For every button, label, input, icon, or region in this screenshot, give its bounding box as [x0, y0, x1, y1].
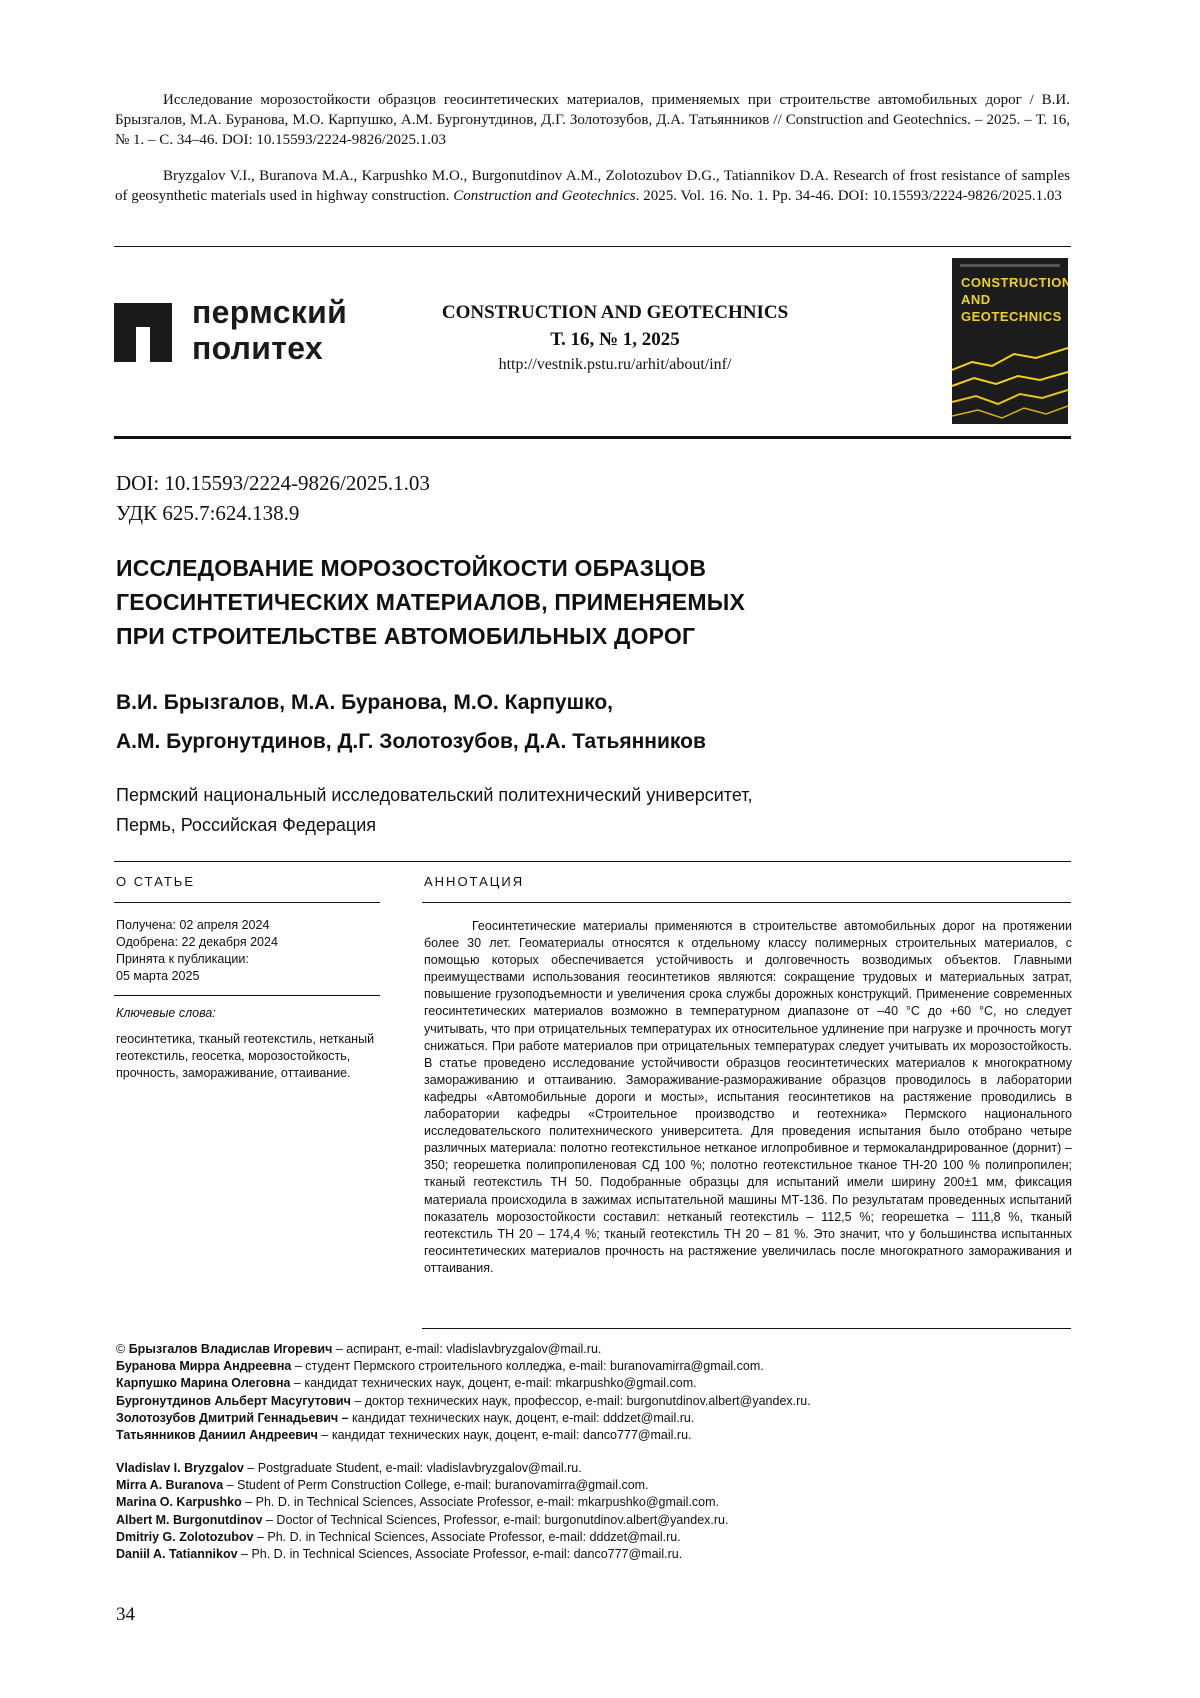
- contact-ru-1: Буранова Мирра Андреевна – студент Пермского строительного колледжа, e-mail: buranovamirra@gmail.com.: [116, 1358, 811, 1375]
- contact-ru-2: Карпушко Марина Олеговна – кандидат технических наук, доцент, e-mail: mkarpushko@gmail.com.: [116, 1375, 811, 1392]
- contact-en-5: Daniil A. Tatiannikov – Ph. D. in Technical Sciences, Associate Professor, e-mail: danco777@mail.ru.: [116, 1546, 728, 1563]
- contact-ru-3: Бургонутдинов Альберт Масугутович – доктор технических наук, профессор, e-mail: burgonutdinov.albert@yandex.ru.: [116, 1393, 811, 1410]
- cover-wave-lines-icon: [952, 258, 1068, 424]
- citation-en-suffix: . 2025. Vol. 16. No. 1. Pp. 34-46. DOI: 10.15593/2224-9826/2025.1.03: [636, 188, 1062, 204]
- udc: УДК 625.7:624.138.9: [116, 498, 430, 528]
- citation-en-prefix: Bryzgalov V.I., Buranova M.A., Karpushko M.O., Burgonutdinov A.M., Zolotozubov D.G., Tatiannikov D.A. Research of frost resistance of samples of geosynthetic materials used in highway construction.: [115, 168, 1070, 204]
- affiliation: Пермский национальный исследовательский политехнический университет, Пермь, Российская Федерация: [116, 780, 752, 840]
- journal-url[interactable]: http://vestnik.pstu.ru/arhit/about/inf/: [380, 353, 850, 377]
- page-number: 34: [116, 1604, 135, 1626]
- journal-cover-image: [952, 258, 1068, 424]
- top-divider: [114, 246, 1071, 247]
- citation-en: [115, 166, 1070, 206]
- citation-en-journal: Construction and Geotechnics: [453, 188, 635, 204]
- contact-en-2: Marina O. Karpushko – Ph. D. in Technical Sciences, Associate Professor, e-mail: mkarpushko@gmail.com.: [116, 1494, 728, 1511]
- journal-info: [380, 299, 850, 377]
- contact-en-1: Mirra A. Buranova – Student of Perm Construction College, e-mail: buranovamirra@gmail.com.: [116, 1477, 728, 1494]
- received-date: Получена: 02 апреля 2024: [116, 917, 278, 934]
- article-dates: [116, 917, 278, 985]
- perm-polytech-logo-icon: [114, 303, 172, 362]
- logo-wordmark: [192, 294, 347, 366]
- abstract-text: Геосинтетические материалы применяются в строительстве автомобильных дорог на протяжении более 30 лет. Геоматериалы относятся к отдельному классу полимерных строительных материалов, с помощью которых обеспечивается устойчивость и долговечность возводимых объектов. Главными преимуществами использования геосинтетиков являются: сокращение трудовых и материальных затрат, повышение грузоподъемности и увеличения срока службы дорожных конструкций. Применение современных геосинтетических материалов возможно в температурном диапазоне от –40 °С до +60 °С, но следует учитывать, что при отрицательных температурах их относительное удлинение при нагрузке и прочность могут снижаться. При работе материалов при отрицательных температурах следует учитывать их морозостойкость. В статье проведено исследование устойчивости образцов геосинтетических материалов к многократному замораживанию и оттаиванию. Замораживание-размораживание образцов проводилось в лаборатории кафедры «Автомобильные дороги и мосты», испытания геосинтетиков на растяжение проводились в лаборатории кафедры «Строительное производство и геотехника» Пермского национального исследовательского политехнического университета. Для проведения испытания было отобрано четыре различных материала: полотно геотекстильное нетканое иглопробивное и термокаландрированное (дорнит) – 350; георешетка полипропиленовая СД 100 %; полотно геотекстильное тканое ТН-20 100 % полипропилен; тканый геотекстиль ТН 50. Подобранные образцы для испытаний имели ширину 200±1 мм, фиксация материала происходила в зажимах испытательной машины МТ-136. По результатам проведенных испытаний показатель морозостойкости составил: нетканый геотекстиль – 112,5 %; георешетка – 111,8 %, тканый геотекстиль ТН 20 – 174,4 %; тканый геотекстиль ТН 20 – 81 %. Это значит, что у большинства испытанных геосинтетических материалов прочность на растяжение увеличилась после многократного замораживания и оттаивания.: [424, 918, 1072, 1277]
- contact-ru-5: Татьянников Даниил Андреевич – кандидат технических наук, доцент, e-mail: danco777@mail.ru.: [116, 1427, 811, 1444]
- abstract-heading: АННОТАЦИЯ: [424, 874, 524, 889]
- accepted-date: 05 марта 2025: [116, 968, 278, 985]
- article-info-rule: [114, 902, 380, 903]
- cover-title: CONSTRUCTION AND GEOTECHNICS: [961, 274, 1068, 325]
- contact-ru-4: Золотозубов Дмитрий Геннадьевич – кандидат технических наук, доцент, e-mail: dddzet@mail.ru.: [116, 1410, 811, 1427]
- citation-block: [115, 90, 1070, 222]
- keywords: геосинтетика, тканый геотекстиль, нетканый геотекстиль, геосетка, морозостойкость, прочность, замораживание, оттаивание.: [116, 1031, 376, 1082]
- doi: DOI: 10.15593/2224-9826/2025.1.03: [116, 468, 430, 498]
- abstract: [424, 918, 1072, 1277]
- contacts-en: [116, 1460, 728, 1563]
- article-title: ИССЛЕДОВАНИЕ МОРОЗОСТОЙКОСТИ ОБРАЗЦОВ ГЕОСИНТЕТИЧЕСКИХ МАТЕРИАЛОВ, ПРИМЕНЯЕМЫХ ПРИ СТРОИТЕЛЬСТВЕ АВТОМОБИЛЬНЫХ ДОРОГ: [116, 551, 745, 653]
- keywords-rule: [114, 995, 380, 996]
- citation-ru: Исследование морозостойкости образцов геосинтетических материалов, применяемых при строительстве автомобильных дорог / В.И. Брызгалов, М.А. Буранова, М.О. Карпушко, А.М. Бургонутдинов, Д.Г. Золотозубов, Д.А. Татьянников // Construction and Geotechnics. – 2025. – Т. 16, № 1. – С. 34–46. DOI: 10.15593/2224-9826/2025.1.03: [115, 90, 1070, 150]
- logo-line-2: политех: [192, 330, 347, 366]
- approved-date: Одобрена: 22 декабря 2024: [116, 934, 278, 951]
- contact-en-3: Albert M. Burgonutdinov – Doctor of Technical Sciences, Professor, e-mail: burgonutdinov.albert@yandex.ru.: [116, 1512, 728, 1529]
- article-info-heading: О СТАТЬЕ: [116, 874, 195, 889]
- authors: В.И. Брызгалов, М.А. Буранова, М.О. Карпушко, А.М. Бургонутдинов, Д.Г. Золотозубов, Д.А. Татьянников: [116, 683, 706, 761]
- accepted-label: Принята к публикации:: [116, 951, 278, 968]
- identifiers: [116, 468, 430, 528]
- abstract-rule: [422, 902, 1071, 903]
- contacts-ru: [116, 1341, 811, 1444]
- logo-line-1: пермский: [192, 294, 347, 330]
- contact-en-4: Dmitriy G. Zolotozubov – Ph. D. in Technical Sciences, Associate Professor, e-mail: dddzet@mail.ru.: [116, 1529, 728, 1546]
- journal-name: CONSTRUCTION AND GEOTECHNICS: [380, 299, 850, 326]
- contact-ru-0: © Брызгалов Владислав Игоревич – аспирант, e-mail: vladislavbryzgalov@mail.ru.: [116, 1341, 811, 1358]
- contact-en-0: Vladislav I. Bryzgalov – Postgraduate Student, e-mail: vladislavbryzgalov@mail.ru.: [116, 1460, 728, 1477]
- journal-volume: Т. 16, № 1, 2025: [380, 326, 850, 353]
- keywords-label: Ключевые слова:: [116, 1005, 216, 1022]
- header-divider: [114, 436, 1071, 439]
- abstract-bottom-rule: [422, 1328, 1071, 1329]
- info-divider-top: [114, 861, 1071, 862]
